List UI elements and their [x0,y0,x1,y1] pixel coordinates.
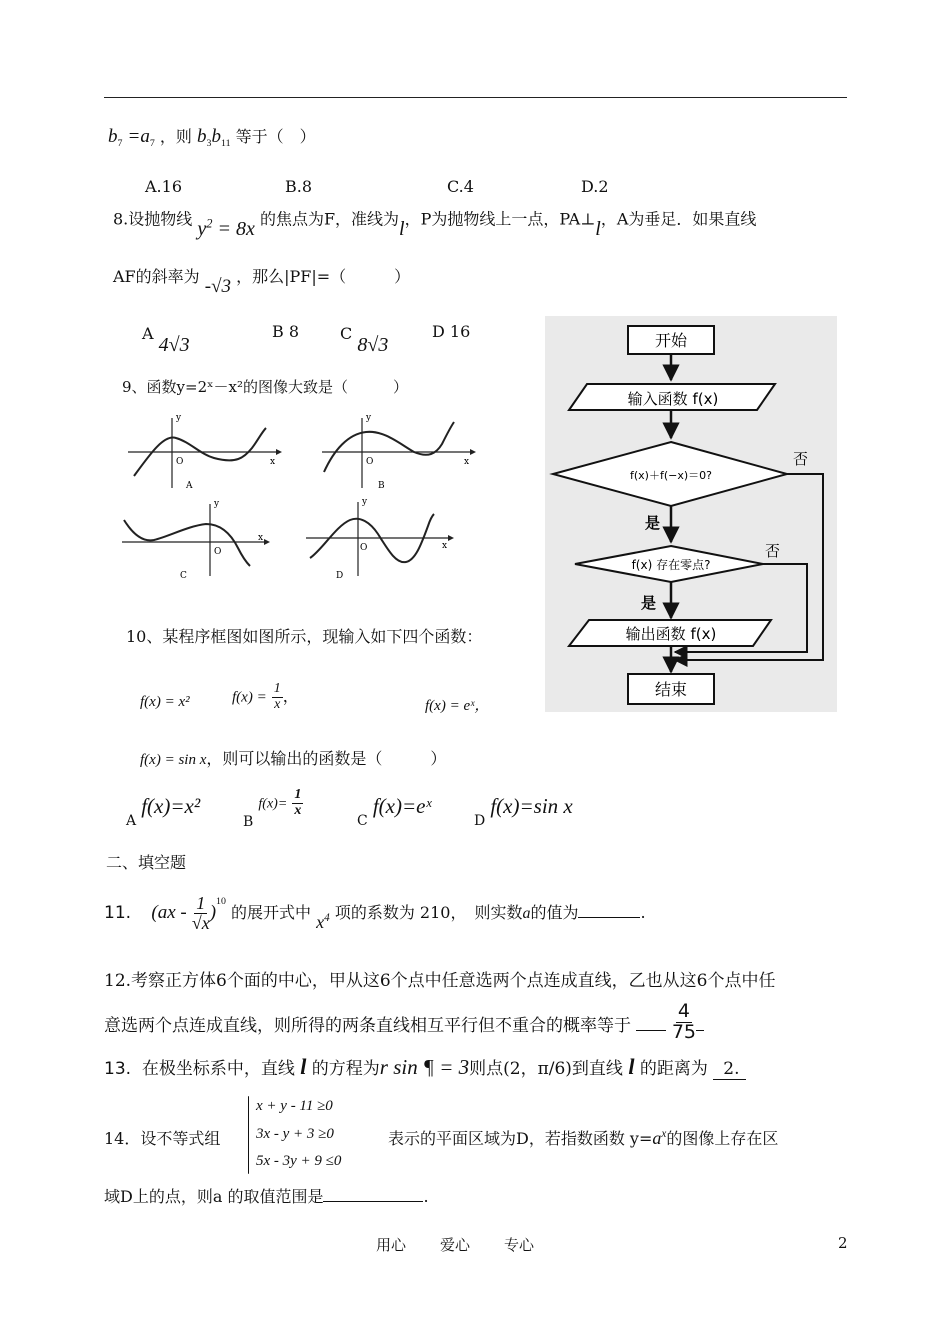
q7-choice-a: A.16 [145,177,182,196]
q9-graph-d [302,496,462,580]
q8-choice-c: C 8√3 [340,324,389,356]
flow-start-label: 开始 [654,331,688,350]
graph-label-a: A [186,481,193,490]
page-number: 2 [838,1234,848,1252]
q12-line1: 12.考察正方体6个面的中心，甲从这6个点中任意选两个点连成直线，乙也从这6个点中任 [104,971,776,991]
flow-input-label: 输入函数 f(x) [627,390,719,408]
origin-label: O [214,547,222,557]
axis-y-label: y [366,413,372,423]
graph-label-b: B [378,481,385,490]
section-title-fill-blank: 二、填空题 [106,853,187,872]
q10-choice-a: A f(x)=x² [126,794,201,829]
flow-yes-2: 是 [641,594,657,612]
q11-answer-blank[interactable] [578,917,640,918]
flow-no-2: 否 [765,542,781,560]
q10-stem: 10、某程序框图如图所示，现输入如下四个函数： [126,627,483,646]
q9-stem: 9、函数y=2ˣ－x²的图像大致是（ ） [122,378,408,396]
q10-f2: f(x) = $\frac{1}{x}$ ， [232,681,299,712]
q14-system-brace [248,1096,249,1174]
q10-f3: f(x) = eˣ， [425,698,490,714]
flow-decision-zero-label: f(x) 存在零点? [631,558,711,572]
q9-graph-a [124,410,284,490]
axis-x-label: x [270,457,276,467]
header-rule [104,97,847,98]
q10-f4: f(x) = sin x，则可以输出的函数是（ ） [140,749,447,768]
axis-y-label: y [362,497,368,507]
q10-choice-b: B f(x)= $\frac{1}{x}$ [243,787,302,830]
q14-ineq-2: 3x - y + 3 ≥0 [256,1126,334,1142]
q7-choice-d: D.2 [581,177,609,196]
q7-condition: $b_7 =a_7$ ，则 $b_3b_{11}$ 等于（ ） [108,126,316,150]
footer-motto: 用心 爱心 专心 [376,1236,535,1254]
q14-ineq-3: 5x - 3y + 9 ≤0 [256,1153,342,1169]
graph-label-c: C [180,571,187,580]
q14-line2: 域D上的点，则a 的取值范围是 . [104,1187,429,1206]
axis-y-label: y [176,413,182,423]
q12-line2: 意选两个点连成直线，则所得的两条直线相互平行但不重合的概率等于 $\frac{4}{75}$ [104,1006,704,1047]
q12-answer: $\frac{4}{75}$ [671,1000,696,1043]
q9-graph-b [318,410,478,490]
flow-no-1: 否 [793,450,809,468]
q7-choice-c: C.4 [447,177,474,196]
graph-label-d: D [336,571,344,580]
q13-answer: 2. [713,1059,745,1080]
axis-x-label: x [442,541,448,551]
q11: 11. (ax - $\frac{1}{√x}$ )$^{10}$ 的展开式中 $x^4$ 项的系数为 210， 则实数a的值为 . [104,893,646,933]
axis-x-label: x [258,533,264,543]
origin-label: O [360,543,368,553]
flow-output-label: 输出函数 f(x) [625,625,717,643]
origin-label: O [176,457,184,467]
flowchart [545,316,837,712]
q14-text: 表示的平面区域为D，若指数函数 $y=a^x$的图像上存在区 [388,1128,779,1148]
q8-stem: 8.设抛物线 $y^2 = 8x$ 的焦点为F，准线为l，P为抛物线上一点，PA⊥l，A为垂足．如果直线 [113,209,757,240]
q10-f1: f(x) = x² [140,694,190,710]
q14-prefix: 14．设不等式组 [104,1129,221,1148]
flow-end-label: 结束 [654,680,688,699]
flow-yes-1: 是 [645,514,661,532]
q8-choice-b: B 8 [272,322,300,341]
origin-label: O [366,457,374,467]
q7-choice-b: B.8 [285,177,313,196]
q8-choice-a: A 4√3 [142,324,190,356]
axis-y-label: y [214,499,220,509]
q9-graph-c [118,496,278,580]
q14-ineq-1: x + y - 11 ≥0 [256,1098,333,1114]
q8-choice-d: D 16 [432,322,471,341]
q13: 13. 在极坐标系中，直线 l 的方程为r sin ¶ = 3则点(2，π/6)到直线 l 的距离为 2. [104,1054,746,1080]
q10-choice-c: C f(x)=eˣ [357,794,432,829]
q10-choice-d: D f(x)=sin x [474,794,573,829]
q8-stem-line2: AF的斜率为 -√3 ，那么|PF|=（ ） [113,267,411,297]
q14-answer-blank[interactable] [323,1201,423,1202]
axis-x-label: x [464,457,470,467]
flow-decision-odd-label: f(x)＋f(−x)＝0? [630,469,712,482]
